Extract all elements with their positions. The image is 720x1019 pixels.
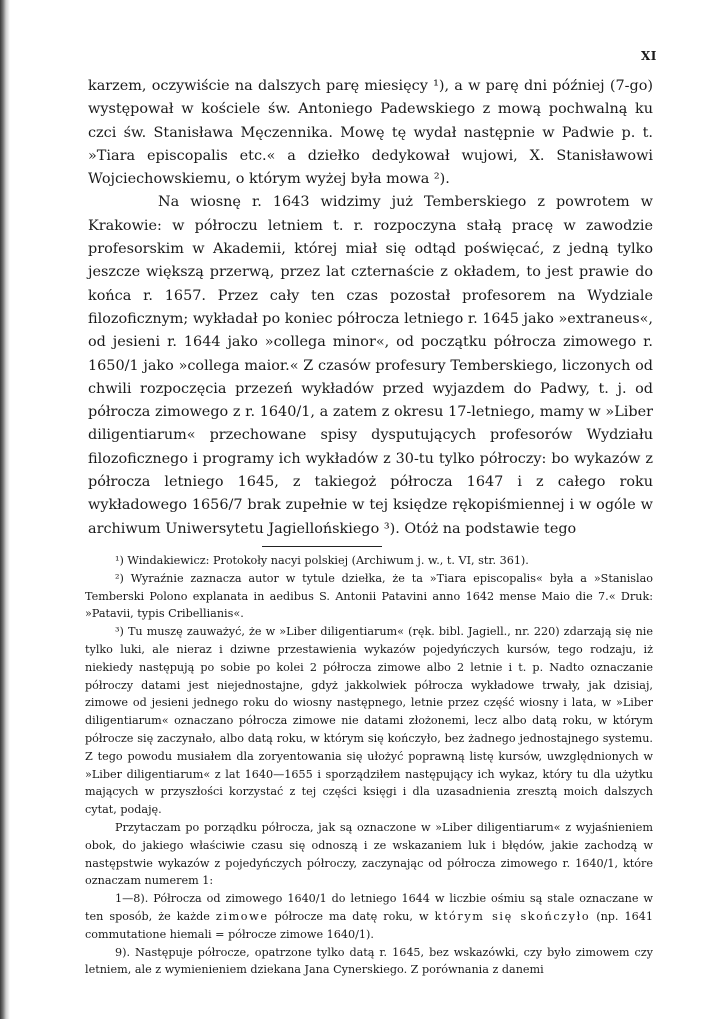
footnote-3-continuation: Przytaczam po porządku półrocza, jak są oznaczone w »Liber diligentiarum« z wyjaśnieniem obok, do jakiego właściwie czasu się odnoszą i ze wskazaniem luk i błędów, jakie zachodzą w następstwie wykazów z pojedyńczych półroczy, zaczynając od półrocza zimowego r. 1640/1, które oznaczam numerem 1: [85,820,653,888]
item-1-8-text-middle: półrocze ma datę roku, w [268,909,435,923]
item-1-8-text-after: (np. 1641 commutatione hiemali = półrocze zimowe 1640/1). [85,909,653,941]
footnote-item-1-8 [85,890,653,943]
footnote-2: ²) Wyraźnie zaznacza autor w tytule dziełka, że ta »Tiara episcopalis« była a »Stanislao Temberski Polono explanata in aedibus S. Antonii Patavini anno 1642 mense Maio die 7.« Druk: »Patavii, typis Cribellianis«. [85,571,653,621]
footnotes [85,552,653,979]
item-1-8-spaced-word-zimowe: zimowe [215,909,269,923]
footnote-1: ¹) Windakiewicz: Protokoły nacyi polskiej (Archiwum j. w., t. VI, str. 361). [115,554,529,567]
main-text [88,75,653,541]
footnote-3: ³) Tu muszę zauważyć, że w »Liber diligentiarum« (ręk. bibl. Jagiell., nr. 220) zdarzają się nie tylko luki, ale nieraz i dziwne przestawienia wykazów pojedyńczych kursów, tego rodzaju, iż niekiedy następują po sobie po kolei 2 półrocza zimowe albo 2 letnie i t. p. Nadto oznaczanie półroczy datami jest niejednostajne, gdyż jakkolwiek półrocza wykładowe trwały, jak dzisiaj, zimowe od jesieni jednego roku do wiosny następnego, letnie przez część wiosny i lata, w »Liber diligentiarum« oznaczano półrocza zimowe nie datami złożonemi, lecz albo datą roku, w którym półrocze się zaczynało, albo datą roku, w którym się kończyło, bez żadnego jednostajnego systemu. Z tego powodu musiałem dla zoryentowania się ułożyć poprawną listę kursów, uwzględnionych w »Liber diligentiarum« z lat 1640—1655 i sporządziłem następujący ich wykaz, który tu dla użytku mających w przyszłości korzystać z tej części księgi i dla uzasadnienia zresztą moich dalszych cytat, podaję. [85,625,653,817]
footnote-item-9: 9). Następuje półrocze, opatrzone tylko datą r. 1645, bez wskazówki, czy było zimowem czy letniem, ale z wymienieniem dziekana Jana Cynerskiego. Z porównania z danemi [85,945,653,977]
item-1-8-text-before: 1—8). Półrocza od zimowego 1640/1 do letniego 1644 w liczbie ośmiu są stale oznaczane w ten sposób, że każde [85,892,653,923]
paragraph-1: karzem, oczywiście na dalszych parę miesięcy ¹), a w parę dni później (7-go) występował w kościele św. Antoniego Padewskiego z mową pochwalną ku czci św. Stanisława Męczennika. Mowę tę wydał następnie w Padwie p. t. »Tiara episcopalis etc.« a dziełko dedykował wujowi, X. Stanisławowi Wojciechowskiemu, o którym wyżej była mowa ²). [88,78,653,188]
paragraph-2: Na wiosnę r. 1643 widzimy już Temberskiego z powrotem w Krakowie: w półroczu letniem t. r. rozpoczyna stałą pracę w zawodzie profesorskim w Akademii, której miał się odtąd poświęcać, z jedną tylko jeszcze większą przerwą, przez lat czternaście z okładem, to jest prawie do końca r. 1657. Przez cały ten czas pozostał profesorem na Wydziale filozoficznym; wykładał po koniec półrocza letniego r. 1645 jako »extraneus«, od jesieni r. 1644 jako »collega minor«, od początku półrocza zimowego r. 1650/1 jako »collega maior.« Z czasów profesury Temberskiego, liczonych od chwili rozpoczęcia przezeń wykładów przed wyjazdem do Padwy, t. j. od półrocza zimowego z r. 1640/1, a zatem z okresu 17-letniego, mamy w »Liber diligentiarum« przechowane spisy dysputujących profesorów Wydziału filozoficznego i programy ich wykładów z 30-tu tylko półroczy: bo wykazów z półrocza letniego 1645, z takiegoż półrocza 1647 i z całego roku wykładowego 1656/7 brak zupełnie w tej księdze rękopiśmiennej i w ogóle w archiwum Uniwersytetu Jagiellońskiego ³). Otóż na podstawie tego [88,194,653,537]
item-1-8-spaced-phrase: którym się skończyło [434,909,591,923]
page-number: XI [641,49,657,63]
footnote-separator [262,546,382,547]
page-left-edge-shadow [0,0,10,1019]
